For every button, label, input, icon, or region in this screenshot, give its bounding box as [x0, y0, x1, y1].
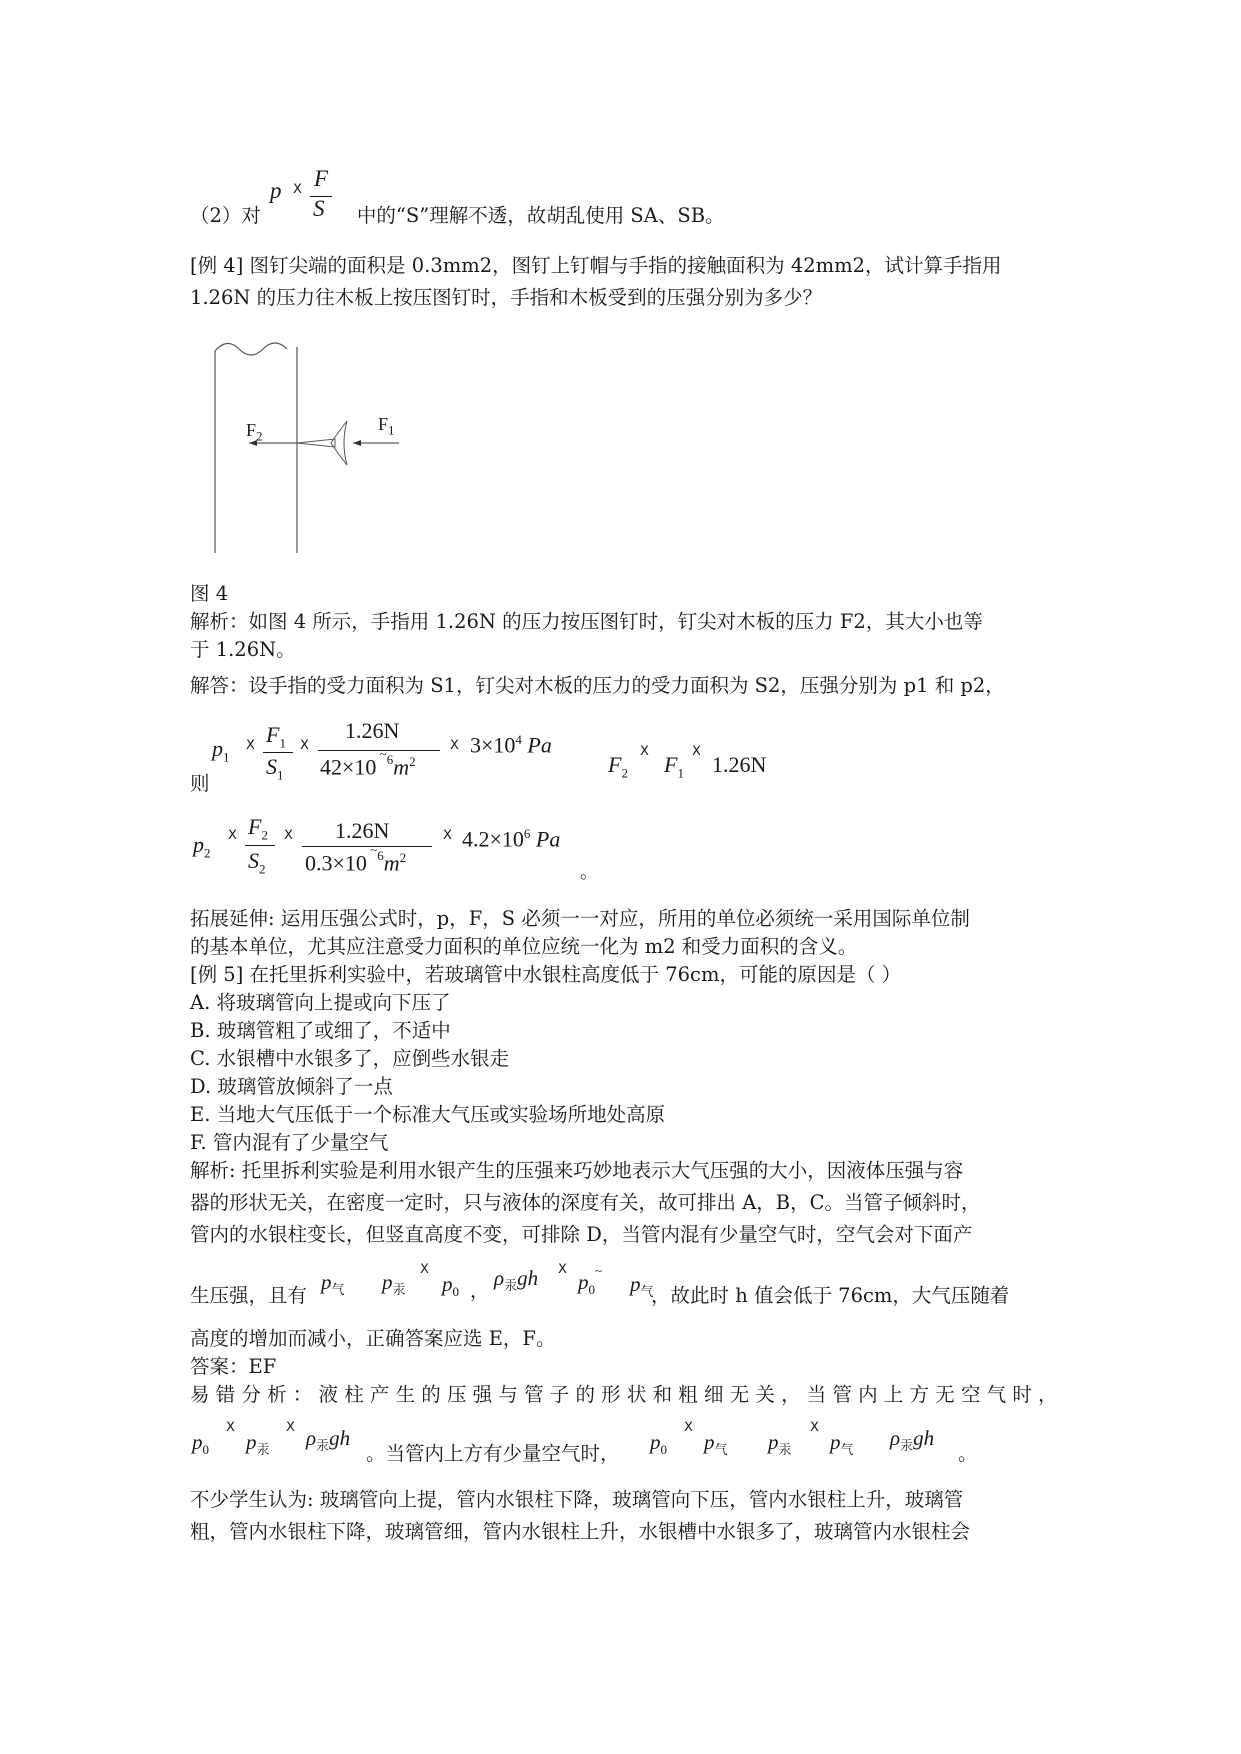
students-line-1: 不少学生认为: 玻璃管向上提，管内水银柱下降，玻璃管向下压，管内水银柱上升，玻璃管	[190, 1488, 964, 1511]
board-top-wavy-edge	[215, 343, 287, 355]
ex5-analysis-line-3: 管内的水银柱变长，但竖直高度不变，可排除 D，当管内混有少量空气时，空气会对下面产	[190, 1223, 973, 1246]
arrow-f1-head	[353, 440, 361, 446]
example-4-line-2: 1.26N 的压力往木板上按压图钉时，手指和木板受到的压强分别为多少？	[190, 286, 823, 309]
ex5-analysis-4-pre: 生压强，且有	[190, 1284, 308, 1307]
eq3-marker-3: ⵝ	[443, 828, 451, 843]
eq2-marker-1: ⵝ	[640, 744, 648, 759]
formula-F: F	[314, 166, 329, 191]
eq2-F2: $F_2$	[608, 752, 628, 781]
label-f1: $F_1$	[378, 414, 395, 438]
analysis-line-2: 于 1.26N。	[190, 638, 296, 661]
thumbtack-needle	[297, 439, 335, 447]
then-label: 则	[190, 772, 210, 795]
figure-4-diagram	[205, 335, 405, 557]
answer-line-1: 解答：设手指的受力面积为 S1，钉尖对木板的压力的受力面积为 S2，压强分别为 p1 和 p2，	[190, 674, 1005, 697]
m-marker-4: ⵝ	[810, 1420, 818, 1435]
mistake-line-1: 易 错 分 析 ： 液 柱 产 生 的 压 强 与 管 子 的 形 状 和 粗 细 无 关 ， 当 管 内 上 方 无 空 气 时 ，	[190, 1383, 1058, 1406]
option-e: E. 当地大气压低于一个标准大气压或实验场所地处高原	[190, 1103, 666, 1126]
ex5-analysis-line-5: 高度的增加而减小，正确答案应选 E，F。	[190, 1327, 556, 1350]
students-line-2: 粗，管内水银柱下降，玻璃管细，管内水银柱上升，水银槽中水银多了，玻璃管内水银柱会	[190, 1520, 971, 1543]
m-rho-gh: $\rho_汞gh$	[306, 1426, 351, 1454]
extension-line-1: 拓展延伸: 运用压强公式时，p，F，S 必须一一对应，所用的单位必须统一采用国际单位制	[190, 907, 970, 930]
eq3-F: $F_2$	[248, 814, 268, 843]
m-p0-b: $p_0$	[650, 1430, 667, 1458]
option-d: D. 玻璃管放倾斜了一点	[190, 1075, 393, 1098]
m-p-gong: $p_汞$	[246, 1430, 270, 1458]
eq1-numerator: 1.26N	[345, 718, 400, 743]
formula-S: S	[313, 196, 325, 221]
eq3-bar-1	[245, 845, 275, 846]
label-f2: $F_2$	[246, 420, 263, 444]
analysis-line-1: 解析：如图 4 所示，手指用 1.26N 的压力按压图钉时，钉尖对木板的压力 F2，其大小也等	[190, 610, 983, 633]
option-b: B. 玻璃管粗了或细了，不适中	[190, 1019, 451, 1042]
m-p0: $p_0$	[192, 1430, 209, 1458]
mistake-line-2-mid: 。当管内上方有少量空气时，	[366, 1442, 620, 1465]
eq3-S: $S_2$	[248, 848, 266, 877]
option-c: C. 水银槽中水银多了，应倒些水银走	[190, 1047, 510, 1070]
eq1-result: $3\times 10^4$ Pa	[470, 732, 552, 758]
formula-p0: $p_0$	[442, 1272, 459, 1300]
eq2-marker-2: ⵝ	[692, 744, 700, 759]
eq2-value: 1.26N	[712, 752, 767, 777]
example-4-line-1: [例 4] 图钉尖端的面积是 0.3mm2，图钉上钉帽与手指的接触面积为 42mm2，试计算手指用	[190, 254, 1002, 277]
m-rho-gh-b: $\rho_汞gh$	[890, 1426, 935, 1454]
extension-line-2: 的基本单位，尤其应注意受力面积的单位应统一化为 m2 和受力面积的含义。	[190, 935, 858, 958]
comma: ，	[470, 1280, 490, 1302]
ex5-analysis-line-1: 解析: 托里拆利实验是利用水银产生的压强来巧妙地表示大气压强的大小，因液体压强与容	[190, 1159, 964, 1182]
eq3-marker-1: ⵝ	[228, 828, 236, 843]
formula-p-gong: $p_汞$	[382, 1270, 406, 1298]
para-2	[190, 202, 725, 230]
formula-p0-b: $p_0^\sim$	[578, 1263, 603, 1298]
eq3-marker-2: ⵝ	[284, 828, 292, 843]
marker-symbol: ⵝ	[293, 182, 301, 197]
ex5-analysis-line-2: 器的形状无关，在密度一定时，只与液体的深度有关，故可排出 A，B，C。当管子倾斜时，	[190, 1191, 981, 1214]
eq1-marker-2: ⵝ	[300, 738, 308, 753]
m-p-gong-b: $p_汞$	[768, 1430, 792, 1458]
eq1-p: $p_1$	[212, 736, 230, 765]
para-2-suffix: 中的“S”理解不透，故胡乱使用 SA、SB。	[356, 204, 725, 227]
formula-p-qi-b: $p_气$	[630, 1272, 654, 1300]
eq1-marker-1: ⵝ	[246, 738, 254, 753]
eq3-numerator: 1.26N	[335, 818, 390, 843]
m-marker-1: ⵝ	[226, 1420, 234, 1435]
eq1-denominator: 42×10 $^{\sim 6}m^2$	[320, 746, 416, 780]
example-5-question: [例 5] 在托里拆利实验中，若玻璃管中水银柱高度低于 76cm，可能的原因是（ ）	[190, 963, 902, 986]
mistake-line-2-end: 。	[958, 1442, 978, 1465]
option-f: F. 管内混有了少量空气	[190, 1131, 389, 1154]
eq1-S: $S_1$	[266, 754, 284, 783]
figure-caption: 图 4	[190, 582, 229, 605]
ex5-analysis-4-post: ，故此时 h 值会低于 76cm，大气压随着	[651, 1284, 1010, 1307]
marker-symbol-b: ⵝ	[558, 1262, 566, 1277]
m-p-qi: $p_气$	[704, 1430, 728, 1458]
eq1-F: $F_1$	[266, 722, 286, 751]
thumbtack-head	[331, 421, 347, 465]
para-2-prefix: （2）对	[190, 204, 261, 227]
marker-symbol-a: ⵝ	[420, 1262, 428, 1277]
m-marker-2: ⵝ	[286, 1420, 294, 1435]
formula-p-qi: $p_气$	[321, 1270, 345, 1298]
eq2-F1: $F_1$	[664, 752, 684, 781]
eq3-result: $4.2\times 10^6$ Pa	[462, 826, 561, 852]
m-p-qi-b: $p_气$	[830, 1430, 854, 1458]
eq1-marker-3: ⵝ	[450, 738, 458, 753]
eq3-end: 。	[580, 862, 598, 883]
option-a: A. 将玻璃管向上提或向下压了	[190, 991, 451, 1014]
formula-rho-gh: $\rho_汞gh$	[494, 1266, 539, 1294]
m-marker-3: ⵝ	[684, 1420, 692, 1435]
eq3-denominator: 0.3×10 $^{\sim 6}m^2$	[305, 842, 407, 876]
formula-p: p	[270, 178, 282, 203]
ex5-answer: 答案：EF	[190, 1355, 277, 1378]
eq3-p: $p_2$	[193, 832, 211, 861]
